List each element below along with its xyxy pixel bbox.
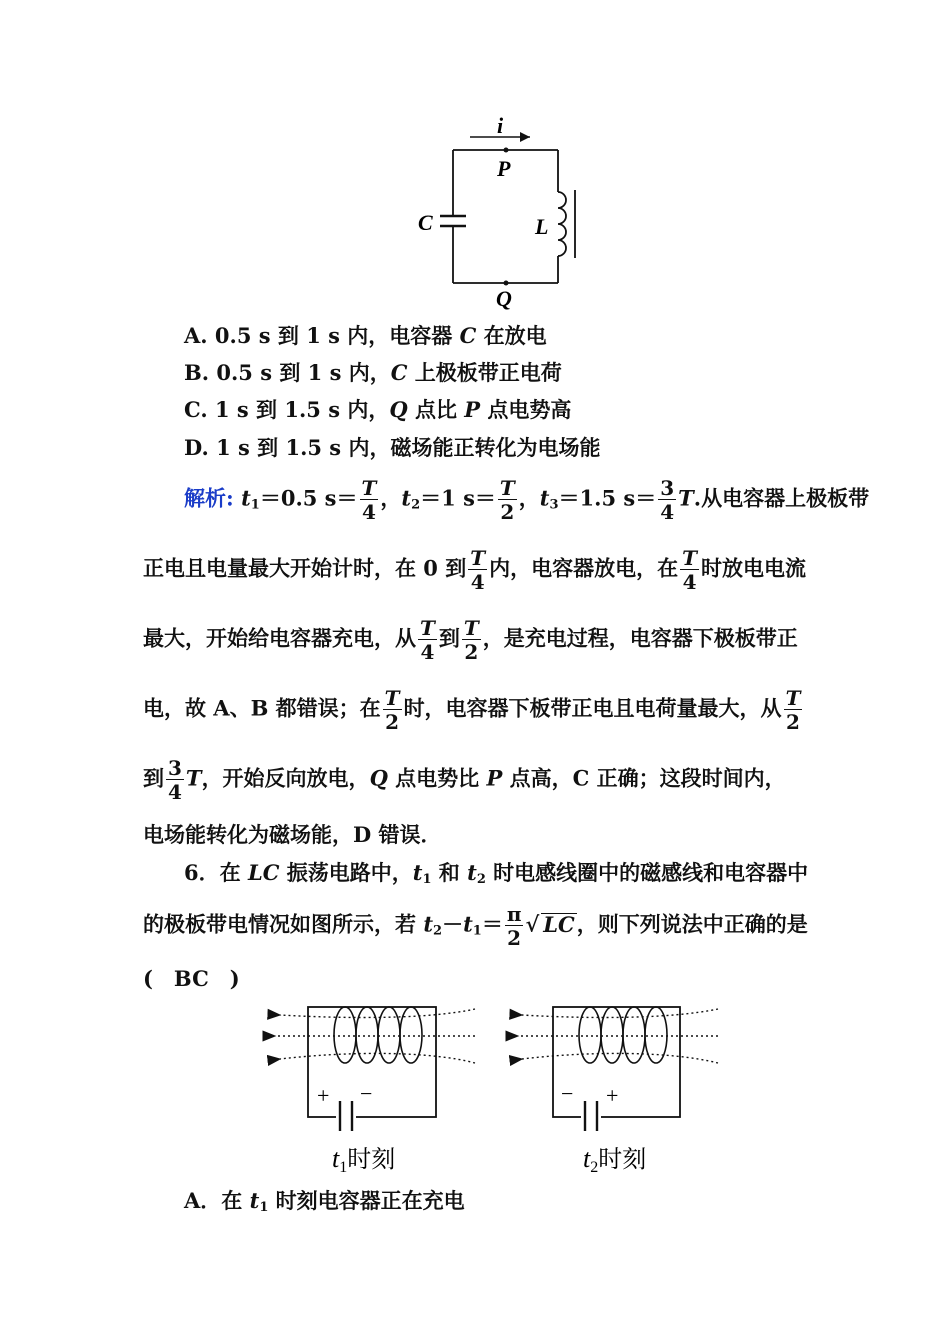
option-a: A. 0.5 s 到 1 s 内，电容器 C 在放电	[184, 323, 547, 348]
t2-field-lines	[518, 1009, 718, 1063]
point-p-dot	[504, 148, 509, 153]
coil-figures	[0, 995, 950, 1195]
current-label: i	[497, 113, 504, 138]
fraction-t-over-2: $\frac{T}{2}$	[499, 476, 515, 524]
fraction-t-over-2: $\frac{T}{2}$	[463, 616, 479, 664]
t1-minus-sign: −	[360, 1081, 373, 1106]
fraction-3-over-4: $\frac{3}{4}$	[660, 476, 675, 524]
point-p-label: P	[497, 156, 511, 181]
fraction-pi-over-2: $\frac{\pi}{2}$	[506, 902, 522, 950]
point-q-dot	[504, 281, 509, 286]
question6-line-1: 6．在 LC 振荡电路中，$t_1$ 和 $t_2$ 时电感线圈中的磁感线和电容器中	[184, 860, 809, 887]
option-b: B. 0.5 s 到 1 s 内，C 上极板带正电荷	[184, 360, 562, 385]
fraction-t-over-4: $\frac{T}{4}$	[470, 546, 486, 594]
figure-t1	[275, 1007, 475, 1176]
question6-answer: ( BC )	[143, 966, 240, 991]
figure-t2	[518, 1007, 718, 1176]
t2-plus-sign: +	[606, 1083, 619, 1108]
t1-caption: t1时刻	[332, 1144, 396, 1176]
t2-minus-sign: −	[561, 1081, 574, 1106]
question6-option-a: A．在 $t_1$ 时刻电容器正在充电	[184, 1188, 465, 1215]
analysis-line-5: 到 $\frac{3}{4}$ T，开始反向放电，Q 点电势比 P 点高，C 正确；这段时间内，	[143, 756, 786, 804]
fraction-t-over-2: $\frac{T}{2}$	[384, 686, 400, 734]
analysis-line-2: 正电且电量最大开始计时，在 0 到 $\frac{T}{4}$ 内，电容器放电，在 $\frac{T}{4}$ 时放电电流	[143, 546, 807, 594]
analysis-label: 解析:	[184, 485, 234, 511]
fraction-t-over-4: $\frac{T}{4}$	[682, 546, 698, 594]
fraction-t-over-2: $\frac{T}{2}$	[785, 686, 801, 734]
analysis-line-6: 电场能转化为磁场能，D 错误．	[143, 822, 442, 847]
option-d: D. 1 s 到 1.5 s 内，磁场能正转化为电场能	[184, 435, 601, 460]
option-c: C. 1 s 到 1.5 s 内，Q 点比 P 点电势高	[184, 397, 572, 422]
analysis-line-3: 最大，开始给电容器充电，从 $\frac{T}{4}$ 到 $\frac{T}{2}$ ，是充电过程，电容器下极板带正	[143, 616, 798, 664]
inductor-label: L	[535, 214, 549, 239]
question6-line-2: 的极板带电情况如图所示，若 $t_2-t_1=$ $\frac{\pi}{2}$ √ LC，则下列说法中正确的是	[143, 902, 808, 950]
current-arrow-head	[520, 132, 530, 142]
t2-caption: t2时刻	[583, 1144, 647, 1176]
fraction-3-over-4: $\frac{3}{4}$	[168, 756, 182, 804]
lc-circuit-diagram	[0, 0, 950, 320]
sqrt-symbol: √	[525, 911, 540, 937]
analysis-line-1: 解析: $t_1=0.5$ s＝ $\frac{T}{4}$ ，$t_2=1$ s＝ $\frac{T}{2}$ ，$t_3=1.5$ s＝ $\frac{3}{4}$ T.从电容器上极板带	[184, 476, 870, 524]
t1-plus-sign: +	[317, 1083, 330, 1108]
analysis-line-4: 电，故 A、B 都错误；在 $\frac{T}{2}$ 时，电容器下板带正电且电荷量最大，从 $\frac{T}{2}$	[143, 686, 801, 734]
fraction-t-over-4: $\frac{T}{4}$	[361, 476, 377, 524]
t2-coil	[579, 1007, 667, 1063]
point-q-label: Q	[496, 286, 512, 311]
sqrt-lc: LC	[543, 911, 575, 937]
fraction-t-over-4: $\frac{T}{4}$	[420, 616, 435, 664]
inductor-coil	[558, 192, 566, 256]
capacitor-label: C	[418, 210, 433, 235]
